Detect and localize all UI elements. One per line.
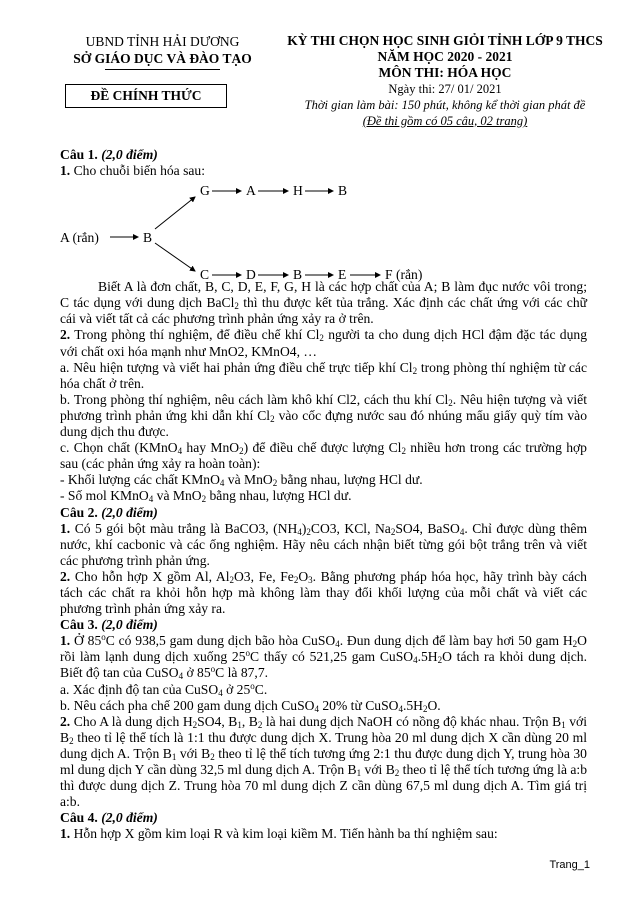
arrow-b-g <box>155 197 195 229</box>
chain-bottom-1: C <box>200 267 210 283</box>
page-number: Trang_1 <box>549 859 590 871</box>
q1-part2-b: b. Trong phòng thí nghiệm, nêu cách làm khô khí Cl2, cách thu khí $Cl_2$. Nêu hiện tượng và viết phương trình phản ứng khi dẫn khí $Cl_2$ vào cốc đựng nước sau đó nhúng mẩu giấy quỳ tím vào dung dịch thu được. <box>60 391 587 440</box>
exam-body <box>60 147 587 842</box>
q3-part1: 1. Ở 85$^o$C có 938,5 gam dung dịch bão hòa CuSO$_4$. Đun dung dịch để làm bay hơi 50 gam $H_2O$ rồi làm lạnh dung dịch xuống 25$^o$C thấy có 521,25 gam $CuSO_4.5H_2O$ tách ra khỏi dung dịch. Biết độ tan của CuSO$_4$ ở 85$^o$C là 87,7. <box>60 632 588 682</box>
school-year: NĂM HỌC 2020 - 2021 <box>377 49 513 64</box>
q2-part2: 2. Cho hỗn hợp X gồm Al, $Al_2O3$, Fe, $Fe_2O_3$. Bằng phương pháp hóa học, hãy trình bày cách tách các chất ra khỏi hỗn hợp mà không làm thay đổi khối lượng của mỗi chất và viết các phương trình phản ứng xảy ra. <box>60 568 587 617</box>
exam-duration: Thời gian làm bài: 150 phút, không kể thời gian phát đề <box>304 98 586 112</box>
chain-b: B <box>143 230 153 246</box>
q1-part1-description: Biết A là đơn chất, B, C, D, E, F, G, H là các hợp chất của A; B làm đục nước vôi trong; C tác dụng với dung dịch BaCl$_2$ thì thu được kết tủa trắng. Xác định các chất ứng với các chữ cái và viết tất cả các phương trình phản ứng xảy ra ở trên. <box>60 279 587 327</box>
question-1-heading: Câu 1. (2,0 điểm) <box>60 147 158 162</box>
q1-part1-intro: 1. Cho chuỗi biến hóa sau: <box>60 163 205 179</box>
question-4-heading: Câu 4. (2,0 điểm) <box>60 810 158 826</box>
reaction-chain-diagram <box>60 179 587 283</box>
q1-part2-c-case2: - Số mol KMnO$_4$ và MnO$_2$ bằng nhau, lượng HCl dư. <box>60 488 352 505</box>
chain-bottom-2: D <box>246 267 256 283</box>
exam-date: Ngày thi: 27/ 01/ 2021 <box>388 82 502 96</box>
exam-title: KỲ THI CHỌN HỌC SINH GIỎI TỈNH LỚP 9 THCS <box>287 33 603 48</box>
chain-a: A (rắn) <box>60 230 99 246</box>
chain-top-4: B <box>338 183 348 199</box>
official-exam-box: ĐỀ CHÍNH THỨC <box>65 84 227 108</box>
q1-part2-c: c. Chọn chất (KMnO$_4$ hay MnO$_2$) để điều chế được lượng $Cl_2$ nhiều hơn trong các trường hợp sau (các phản ứng xảy ra hoàn toàn): <box>60 440 587 472</box>
chain-bottom-3: B <box>293 267 303 283</box>
arrow-b-c <box>155 243 195 271</box>
issuer-block <box>50 33 275 70</box>
q1-part2-intro: 2. Trong phòng thí nghiệm, để điều chế khí $Cl_2$ người ta cho dung dịch HCl đậm đặc tác dụng với chất oxi hóa mạnh như MnO2, KMnO4, … <box>60 327 587 359</box>
chain-bottom-5: F (rắn) <box>385 267 423 283</box>
q3-part1-a: a. Xác định độ tan của CuSO$_4$ ở 25$^o$C. <box>60 680 268 698</box>
q2-part1: 1. Có 5 gói bột màu trắng là BaCO3, $(NH_4)_2CO3$, KCl, $Na_2SO4$, BaSO$_4$. Chỉ được dùng thêm nước, khí cacbonic và các ống nghiệm. Hãy nêu cách nhận biết từng gói bột trắng trên và viết các phương trình phản ứng. <box>60 520 588 568</box>
subject: MÔN THI: HÓA HỌC <box>378 65 512 80</box>
q3-part1-b: b. Nêu cách pha chế 200 gam dung dịch CuSO$_4$ 20% từ $CuSO_4.5H_2O$. <box>60 697 441 714</box>
q4-part1: 1. Hỗn hợp X gồm kim loại R và kim loại kiềm M. Tiến hành ba thí nghiệm sau: <box>60 826 498 842</box>
q1-part2-c-case1: - Khối lượng các chất KMnO$_4$ và MnO$_2$ bằng nhau, lượng HCl dư. <box>60 472 423 489</box>
q3-part2: 2. Cho A là dung dịch $H_2SO4$, $B_1$, $B_2$ là hai dung dịch NaOH có nồng độ khác nhau. Trộn $B_1$ với $B_2$ theo tỉ lệ thể tích là 1:1 thu được dung dịch X. Trung hòa 20 ml dung dịch X cần dùng 20 ml dung dịch A. Trộn $B_1$ với $B_2$ theo tỉ lệ thể tích tương ứng 2:1 thu được dung dịch Y, trung hòa 30 ml dung dịch Y cần dùng 32,5 ml dung dịch A. Trộn $B_1$ với $B_2$ theo tỉ lệ thể tích tương ứng là a:b thì được dung dịch Z. Trung hòa 70 ml dung dịch Z cần dùng 67,5 ml dung dịch A. Tìm giá trị a:b. <box>60 713 587 810</box>
issuer-divider <box>105 69 220 70</box>
page-count-note: (Đề thi gồm có 05 câu, 02 trang) <box>362 114 528 128</box>
question-3-heading: Câu 3. (2,0 điểm) <box>60 617 158 633</box>
chain-top-2: A <box>246 183 256 199</box>
question-2-heading: Câu 2. (2,0 điểm) <box>60 504 158 520</box>
issuer-department: SỞ GIÁO DỤC VÀ ĐÀO TẠO <box>73 51 252 66</box>
chain-bottom-4: E <box>338 267 347 283</box>
exam-title-block <box>270 33 620 129</box>
q1-part2-a: a. Nêu hiện tượng và viết hai phản ứng điều chế trực tiếp khí $Cl_2$ trong phòng thí nghiệm từ các hóa chất ở trên. <box>60 359 587 391</box>
chain-top-1: G <box>200 183 210 199</box>
reaction-arrows <box>60 179 587 279</box>
issuer-province: UBND TỈNH HẢI DƯƠNG <box>85 34 240 49</box>
chain-top-3: H <box>293 183 303 199</box>
